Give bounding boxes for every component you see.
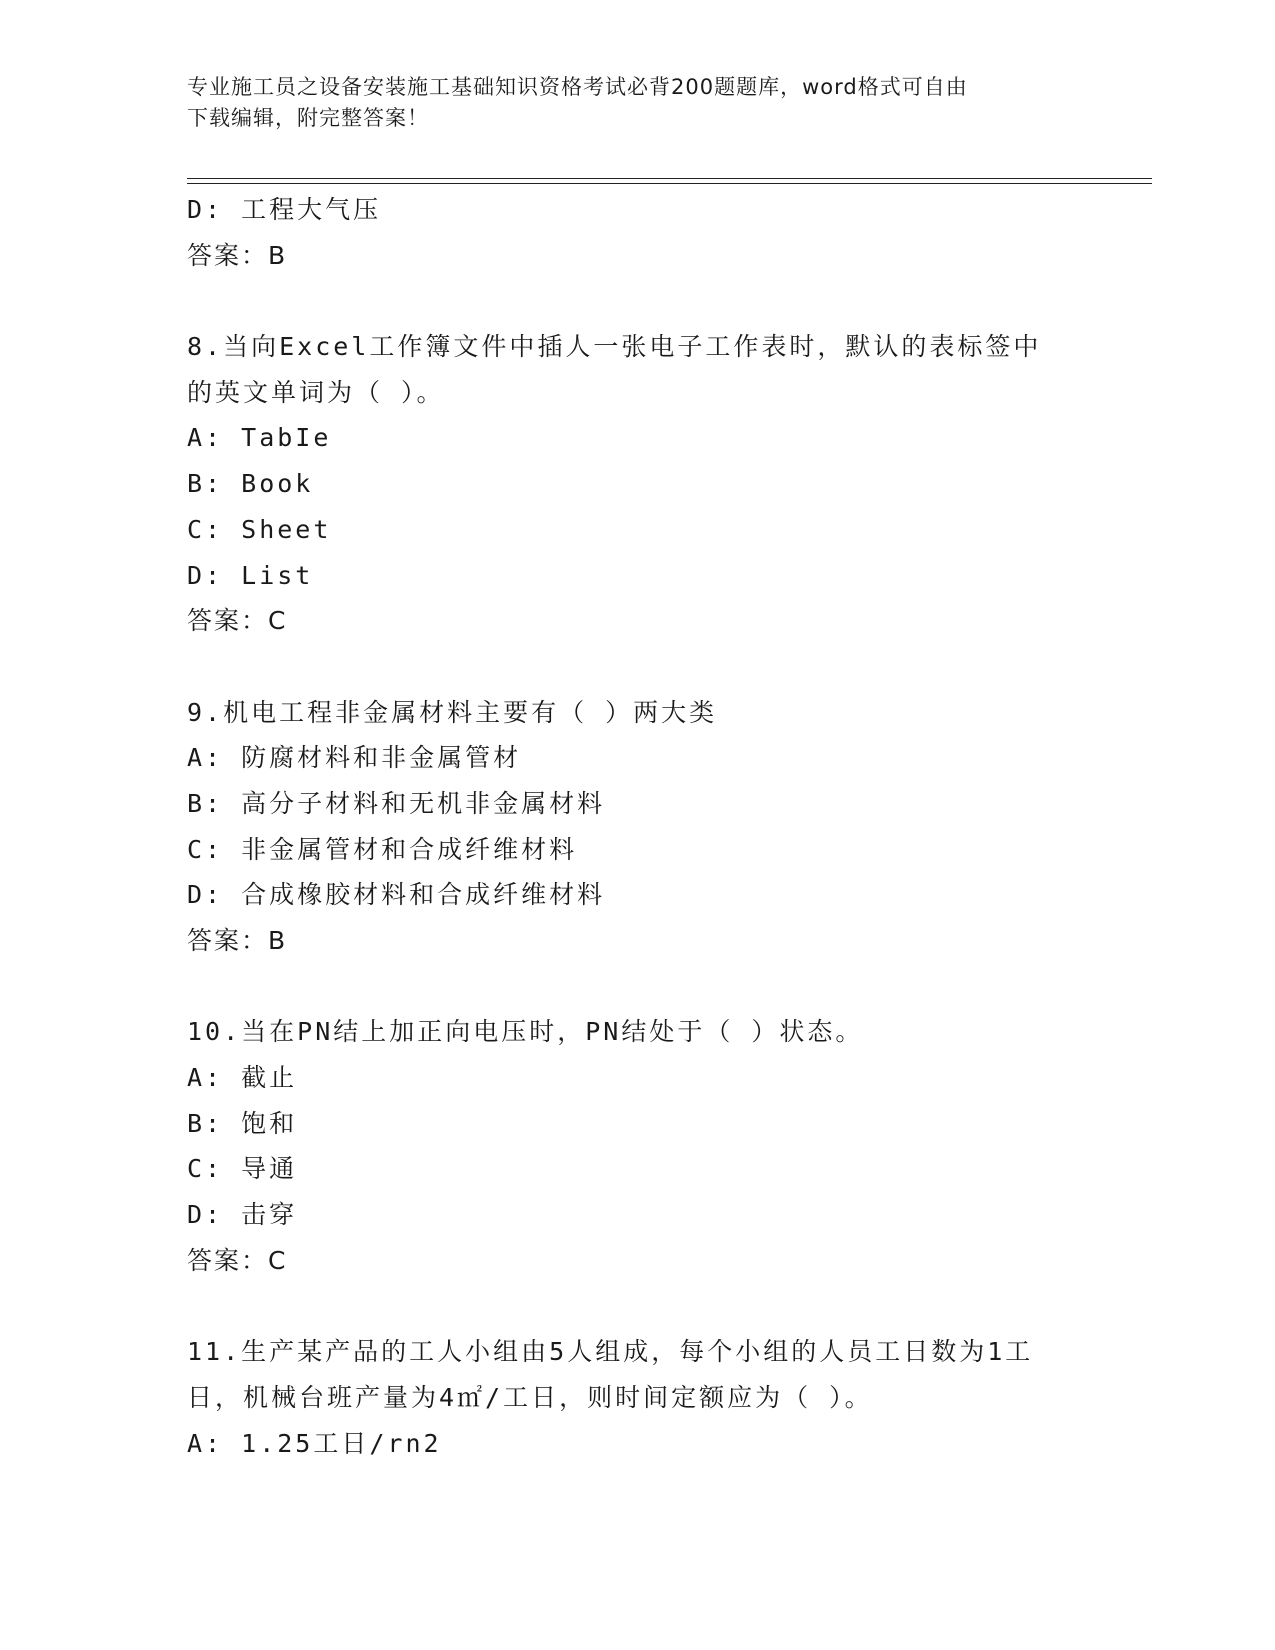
- question-stem-line-2: 的英文单词为（ ）。: [187, 377, 445, 407]
- question-block-prev: [187, 187, 1087, 278]
- answer-line: 答案：C: [187, 1245, 288, 1275]
- question-block-8: [187, 324, 1087, 644]
- spacer: [187, 964, 1087, 1010]
- question-stem-line-1: 9.机电工程非金属材料主要有（ ）两大类: [187, 697, 718, 727]
- option-d: D: 合成橡胶材料和合成纤维材料: [187, 880, 606, 910]
- spacer: [187, 278, 1087, 324]
- option-c: C: 导通: [187, 1154, 298, 1184]
- option-d: D: List: [187, 560, 314, 590]
- page-header: [187, 72, 1087, 134]
- question-stem-line-1: 10.当在PN结上加正向电压时，PN结处于（ ）状态。: [187, 1017, 864, 1047]
- header-title-line-1: 专业施工员之设备安装施工基础知识资格考试必背200题题库，word格式可自由: [187, 75, 968, 99]
- option-d: D: 工程大气压: [187, 195, 382, 224]
- answer-line: 答案：B: [187, 926, 288, 955]
- option-c: C: Sheet: [187, 514, 332, 544]
- header-divider-top: [187, 178, 1152, 179]
- spacer: [187, 644, 1087, 690]
- spacer: [187, 1284, 1087, 1330]
- question-stem-line-1: 8.当向Excel工作簿文件中插人一张电子工作表时，默认的表标签中: [187, 332, 1042, 362]
- option-b: B: Book: [187, 469, 314, 499]
- header-divider-bottom: [187, 183, 1152, 184]
- answer-line: 答案：B: [187, 240, 288, 270]
- option-c: C: 非金属管材和合成纤维材料: [187, 834, 578, 864]
- question-stem-line-1: 11.生产某产品的工人小组由5人组成，每个小组的人员工日数为1工: [187, 1337, 1034, 1367]
- header-title-line-2: 下载编辑，附完整答案！: [187, 106, 429, 130]
- question-block-10: [187, 1009, 1087, 1283]
- option-a: A: TabIe: [187, 423, 332, 453]
- option-b: B: 饱和: [187, 1108, 298, 1138]
- question-content: [187, 187, 1087, 1466]
- option-b: B: 高分子材料和无机非金属材料: [187, 788, 606, 818]
- question-stem-line-2: 日，机械台班产量为4㎡/工日，则时间定额应为（ ）。: [187, 1382, 873, 1412]
- option-a: A: 1.25工日/rn2: [187, 1428, 442, 1458]
- option-d: D: 击穿: [187, 1200, 298, 1230]
- question-block-11: [187, 1329, 1087, 1466]
- option-a: A: 防腐材料和非金属管材: [187, 743, 522, 773]
- question-block-9: [187, 690, 1087, 964]
- option-a: A: 截止: [187, 1063, 298, 1093]
- answer-line: 答案：C: [187, 606, 288, 636]
